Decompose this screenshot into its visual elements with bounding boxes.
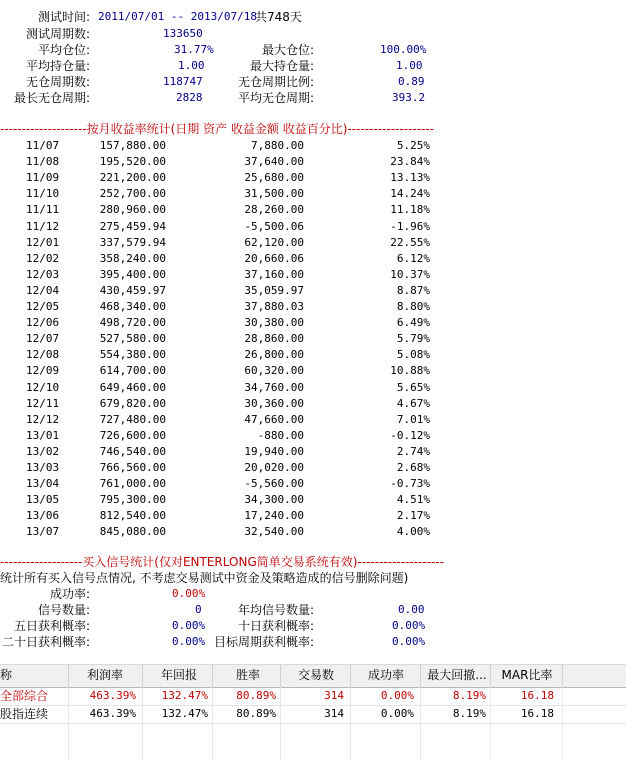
grid-column-divider <box>212 687 213 760</box>
profit-cell: 62,120.00 <box>244 235 304 249</box>
test-time-value: 2011/07/01 -- 2013/07/18 <box>98 10 257 23</box>
grid-row[interactable] <box>0 687 626 706</box>
avg-empty-label: 平均无仓周期: <box>238 91 315 105</box>
five-day-prob-value: 0.00% <box>172 619 206 632</box>
monthly-row <box>0 267 626 283</box>
avg-hold-value: 1.00 <box>178 59 205 72</box>
monthly-row <box>0 380 626 396</box>
month-cell: 12/10 <box>26 380 60 394</box>
profit-cell: 37,160.00 <box>244 267 304 281</box>
month-cell: 13/01 <box>26 428 60 442</box>
pct-cell: 5.65% <box>396 380 430 394</box>
asset-cell: 845,080.00 <box>99 525 166 539</box>
pct-cell: 4.00% <box>396 525 430 539</box>
pct-cell: 7.01% <box>396 412 430 426</box>
profit-cell: 34,300.00 <box>244 493 304 507</box>
asset-cell: 727,480.00 <box>99 412 166 426</box>
pct-cell: 4.51% <box>396 493 430 507</box>
asset-cell: 395,400.00 <box>99 267 166 281</box>
asset-cell: 337,579.94 <box>99 235 166 249</box>
monthly-row <box>0 283 626 299</box>
pct-cell: -1.96% <box>390 219 430 233</box>
success-rate-label: 成功率: <box>50 587 91 601</box>
asset-cell: 195,520.00 <box>99 155 166 169</box>
profit-cell: 34,760.00 <box>244 380 304 394</box>
profit-cell: 37,880.03 <box>244 300 304 313</box>
signals-section-header: -------------------买入信号统计(仅对ENTERLONG简单交易系统有效)-------------------- <box>0 555 445 569</box>
month-cell: 12/09 <box>26 364 60 378</box>
pct-cell: 14.24% <box>390 187 430 201</box>
target-prob-label: 目标周期获利概率: <box>214 635 315 649</box>
month-cell: 11/12 <box>26 219 60 233</box>
asset-cell: 614,700.00 <box>99 364 166 378</box>
asset-cell: 679,820.00 <box>99 396 166 410</box>
name-cell: 股指连续 <box>0 707 49 721</box>
profit-cell: 7,880.00 <box>251 139 304 152</box>
test-time-label: 测试时间: <box>38 10 91 24</box>
asset-cell: 430,459.97 <box>99 283 166 297</box>
pct-cell: 5.79% <box>396 332 430 346</box>
asset-cell: 746,540.00 <box>99 444 166 458</box>
profit-cell: -5,500.06 <box>244 219 304 233</box>
month-cell: 13/05 <box>26 493 60 507</box>
avg-hold-label: 平均持仓量: <box>26 59 91 73</box>
annual-cell: 132.47% <box>161 689 208 702</box>
monthly-row <box>0 315 626 331</box>
profit-cell: 463.39% <box>89 707 136 720</box>
month-cell: 12/12 <box>26 412 60 426</box>
test-days: 共748天 <box>255 10 302 24</box>
monthly-row <box>0 251 626 267</box>
col-header-trades[interactable]: 交易数 <box>297 668 334 682</box>
annual-cell: 132.47% <box>161 707 208 720</box>
signal-count-value: 0 <box>195 603 202 616</box>
monthly-row <box>0 428 626 444</box>
target-prob-value: 0.00% <box>392 635 426 648</box>
col-header-annual[interactable]: 年回报 <box>160 668 197 682</box>
col-header-mar[interactable]: MAR比率 <box>501 668 553 682</box>
longest-empty-value: 2828 <box>176 91 203 104</box>
asset-cell: 554,380.00 <box>99 348 166 362</box>
mar-cell: 16.18 <box>520 707 554 720</box>
avg-empty-value: 393.2 <box>392 91 426 104</box>
avg-position-label: 平均仓位: <box>38 43 91 57</box>
max-position-value: 100.00% <box>380 43 427 56</box>
grid-column-divider <box>280 687 281 760</box>
profit-cell: -880.00 <box>257 428 304 442</box>
profit-cell: 60,320.00 <box>244 364 304 378</box>
pct-cell: 4.67% <box>396 396 430 410</box>
cycles-value: 133650 <box>163 27 203 40</box>
month-cell: 13/06 <box>26 509 60 523</box>
monthly-row <box>0 492 626 508</box>
profit-cell: 28,260.00 <box>244 203 304 217</box>
col-header-name[interactable]: 称 <box>0 668 13 682</box>
month-cell: 12/04 <box>26 283 60 297</box>
trades-cell: 314 <box>324 707 344 720</box>
monthly-row <box>0 186 626 202</box>
pct-cell: 8.87% <box>396 283 430 297</box>
monthly-row <box>0 460 626 476</box>
pct-cell: 5.25% <box>396 139 430 152</box>
asset-cell: 157,880.00 <box>99 139 166 152</box>
month-cell: 11/10 <box>26 187 60 201</box>
month-cell: 12/07 <box>26 332 60 346</box>
profit-cell: 35,059.97 <box>244 283 304 297</box>
profit-cell: 32,540.00 <box>244 525 304 539</box>
profit-cell: 47,660.00 <box>244 412 304 426</box>
monthly-row <box>0 138 626 154</box>
signal-count-label: 信号数量: <box>38 603 91 617</box>
win-cell: 80.89% <box>236 689 276 702</box>
grid-column-divider <box>562 687 563 760</box>
success-cell: 0.00% <box>380 689 414 702</box>
asset-cell: 358,240.00 <box>99 251 166 265</box>
month-cell: 12/01 <box>26 235 60 249</box>
month-cell: 13/02 <box>26 444 60 458</box>
drawdown-cell: 8.19% <box>452 689 486 702</box>
asset-cell: 766,560.00 <box>99 461 166 474</box>
win-cell: 80.89% <box>236 707 276 720</box>
profit-cell: 17,240.00 <box>244 509 304 523</box>
monthly-row <box>0 363 626 379</box>
profit-cell: 30,360.00 <box>244 396 304 410</box>
monthly-row <box>0 508 626 524</box>
pct-cell: 10.88% <box>390 364 430 378</box>
asset-cell: 726,600.00 <box>99 428 166 442</box>
col-header-drawdown[interactable]: 最大回撤... <box>427 668 487 682</box>
yearly-signal-label: 年均信号数量: <box>238 603 315 617</box>
name-cell: 全部综合 <box>0 689 49 703</box>
monthly-row <box>0 202 626 218</box>
pct-cell: 2.68% <box>396 461 430 474</box>
max-hold-label: 最大持仓量: <box>250 59 315 73</box>
success-cell: 0.00% <box>380 707 414 720</box>
pct-cell: 6.12% <box>396 251 430 265</box>
month-cell: 13/03 <box>26 461 60 474</box>
monthly-row <box>0 331 626 347</box>
grid-column-divider <box>142 687 143 760</box>
col-header-profit[interactable]: 利润率 <box>86 668 123 682</box>
pct-cell: 10.37% <box>390 267 430 281</box>
pct-cell: 2.17% <box>396 509 430 523</box>
monthly-row <box>0 444 626 460</box>
asset-cell: 498,720.00 <box>99 316 166 330</box>
monthly-row <box>0 396 626 412</box>
monthly-section-header: --------------------按月收益率统计(日期 资产 收益金额 收益百分比)-------------------- <box>0 122 435 136</box>
twenty-day-prob-value: 0.00% <box>172 635 206 648</box>
grid-column-divider <box>490 687 491 760</box>
asset-cell: 812,540.00 <box>99 509 166 523</box>
longest-empty-label: 最长无仓周期: <box>14 91 91 105</box>
grid-header <box>0 664 626 688</box>
profit-cell: 26,800.00 <box>244 348 304 362</box>
empty-ratio-value: 0.89 <box>398 75 425 88</box>
pct-cell: 5.08% <box>396 348 430 362</box>
profit-cell: 463.39% <box>89 689 136 702</box>
month-cell: 13/04 <box>26 477 60 491</box>
month-cell: 12/06 <box>26 316 60 330</box>
monthly-row <box>0 219 626 235</box>
pct-cell: 23.84% <box>390 155 430 169</box>
profit-cell: 25,680.00 <box>244 171 304 185</box>
asset-cell: 527,580.00 <box>99 332 166 346</box>
monthly-row <box>0 524 626 540</box>
monthly-row <box>0 412 626 428</box>
profit-cell: 28,860.00 <box>244 332 304 346</box>
ten-day-prob-label: 十日获利概率: <box>238 619 315 633</box>
col-header-win[interactable]: 胜率 <box>235 668 260 682</box>
drawdown-cell: 8.19% <box>452 707 486 720</box>
month-cell: 11/09 <box>26 171 60 185</box>
max-position-label: 最大仓位: <box>262 43 315 57</box>
asset-cell: 280,960.00 <box>99 203 166 217</box>
profit-cell: 20,660.06 <box>244 251 304 265</box>
profit-cell: 31,500.00 <box>244 187 304 201</box>
asset-cell: 275,459.94 <box>99 219 166 233</box>
trades-cell: 314 <box>324 689 344 702</box>
pct-cell: 6.49% <box>396 316 430 330</box>
month-cell: 12/05 <box>26 300 60 313</box>
month-cell: 11/07 <box>26 139 60 152</box>
asset-cell: 468,340.00 <box>99 300 166 313</box>
monthly-row <box>0 476 626 492</box>
yearly-signal-value: 0.00 <box>398 603 425 616</box>
month-cell: 12/03 <box>26 267 60 281</box>
pct-cell: 11.18% <box>390 203 430 217</box>
empty-ratio-label: 无仓周期比例: <box>238 75 315 89</box>
monthly-row <box>0 347 626 363</box>
month-cell: 12/11 <box>26 396 60 410</box>
avg-position-value: 31.77% <box>174 43 214 56</box>
profit-cell: 37,640.00 <box>244 155 304 169</box>
monthly-row <box>0 170 626 186</box>
grid-column-divider <box>68 687 69 760</box>
profit-cell: 30,380.00 <box>244 316 304 330</box>
asset-cell: 761,000.00 <box>99 477 166 491</box>
month-cell: 11/08 <box>26 155 60 169</box>
asset-cell: 649,460.00 <box>99 380 166 394</box>
pct-cell: 2.74% <box>396 444 430 458</box>
month-cell: 12/08 <box>26 348 60 362</box>
month-cell: 13/07 <box>26 525 60 539</box>
ten-day-prob-value: 0.00% <box>392 619 426 632</box>
pct-cell: -0.12% <box>390 428 430 442</box>
monthly-row <box>0 235 626 251</box>
mar-cell: 16.18 <box>520 689 554 702</box>
pct-cell: 13.13% <box>390 171 430 185</box>
asset-cell: 252,700.00 <box>99 187 166 201</box>
monthly-row <box>0 299 626 315</box>
monthly-row <box>0 154 626 170</box>
asset-cell: 795,300.00 <box>99 493 166 507</box>
empty-cycles-label: 无仓周期数: <box>26 75 91 89</box>
five-day-prob-label: 五日获利概率: <box>14 619 91 633</box>
asset-cell: 221,200.00 <box>99 171 166 185</box>
twenty-day-prob-label: 二十日获利概率: <box>2 635 91 649</box>
pct-cell: -0.73% <box>390 477 430 491</box>
profit-cell: 19,940.00 <box>244 444 304 458</box>
pct-cell: 22.55% <box>390 235 430 249</box>
signals-note: 统计所有买入信号点情况, 不考虑交易测试中资金及策略造成的信号删除问题) <box>0 571 409 585</box>
profit-cell: 20,020.00 <box>244 461 304 474</box>
profit-cell: -5,560.00 <box>244 477 304 491</box>
max-hold-value: 1.00 <box>396 59 423 72</box>
cycles-label: 测试周期数: <box>26 27 91 41</box>
success-rate-value: 0.00% <box>172 587 206 600</box>
pct-cell: 8.80% <box>396 300 430 313</box>
col-header-success[interactable]: 成功率 <box>367 668 404 682</box>
month-cell: 11/11 <box>26 203 60 217</box>
grid-column-divider <box>420 687 421 760</box>
month-cell: 12/02 <box>26 251 60 265</box>
empty-cycles-value: 118747 <box>163 75 203 88</box>
grid-row[interactable] <box>0 705 626 724</box>
grid-column-divider <box>350 687 351 760</box>
results-grid <box>0 660 626 760</box>
